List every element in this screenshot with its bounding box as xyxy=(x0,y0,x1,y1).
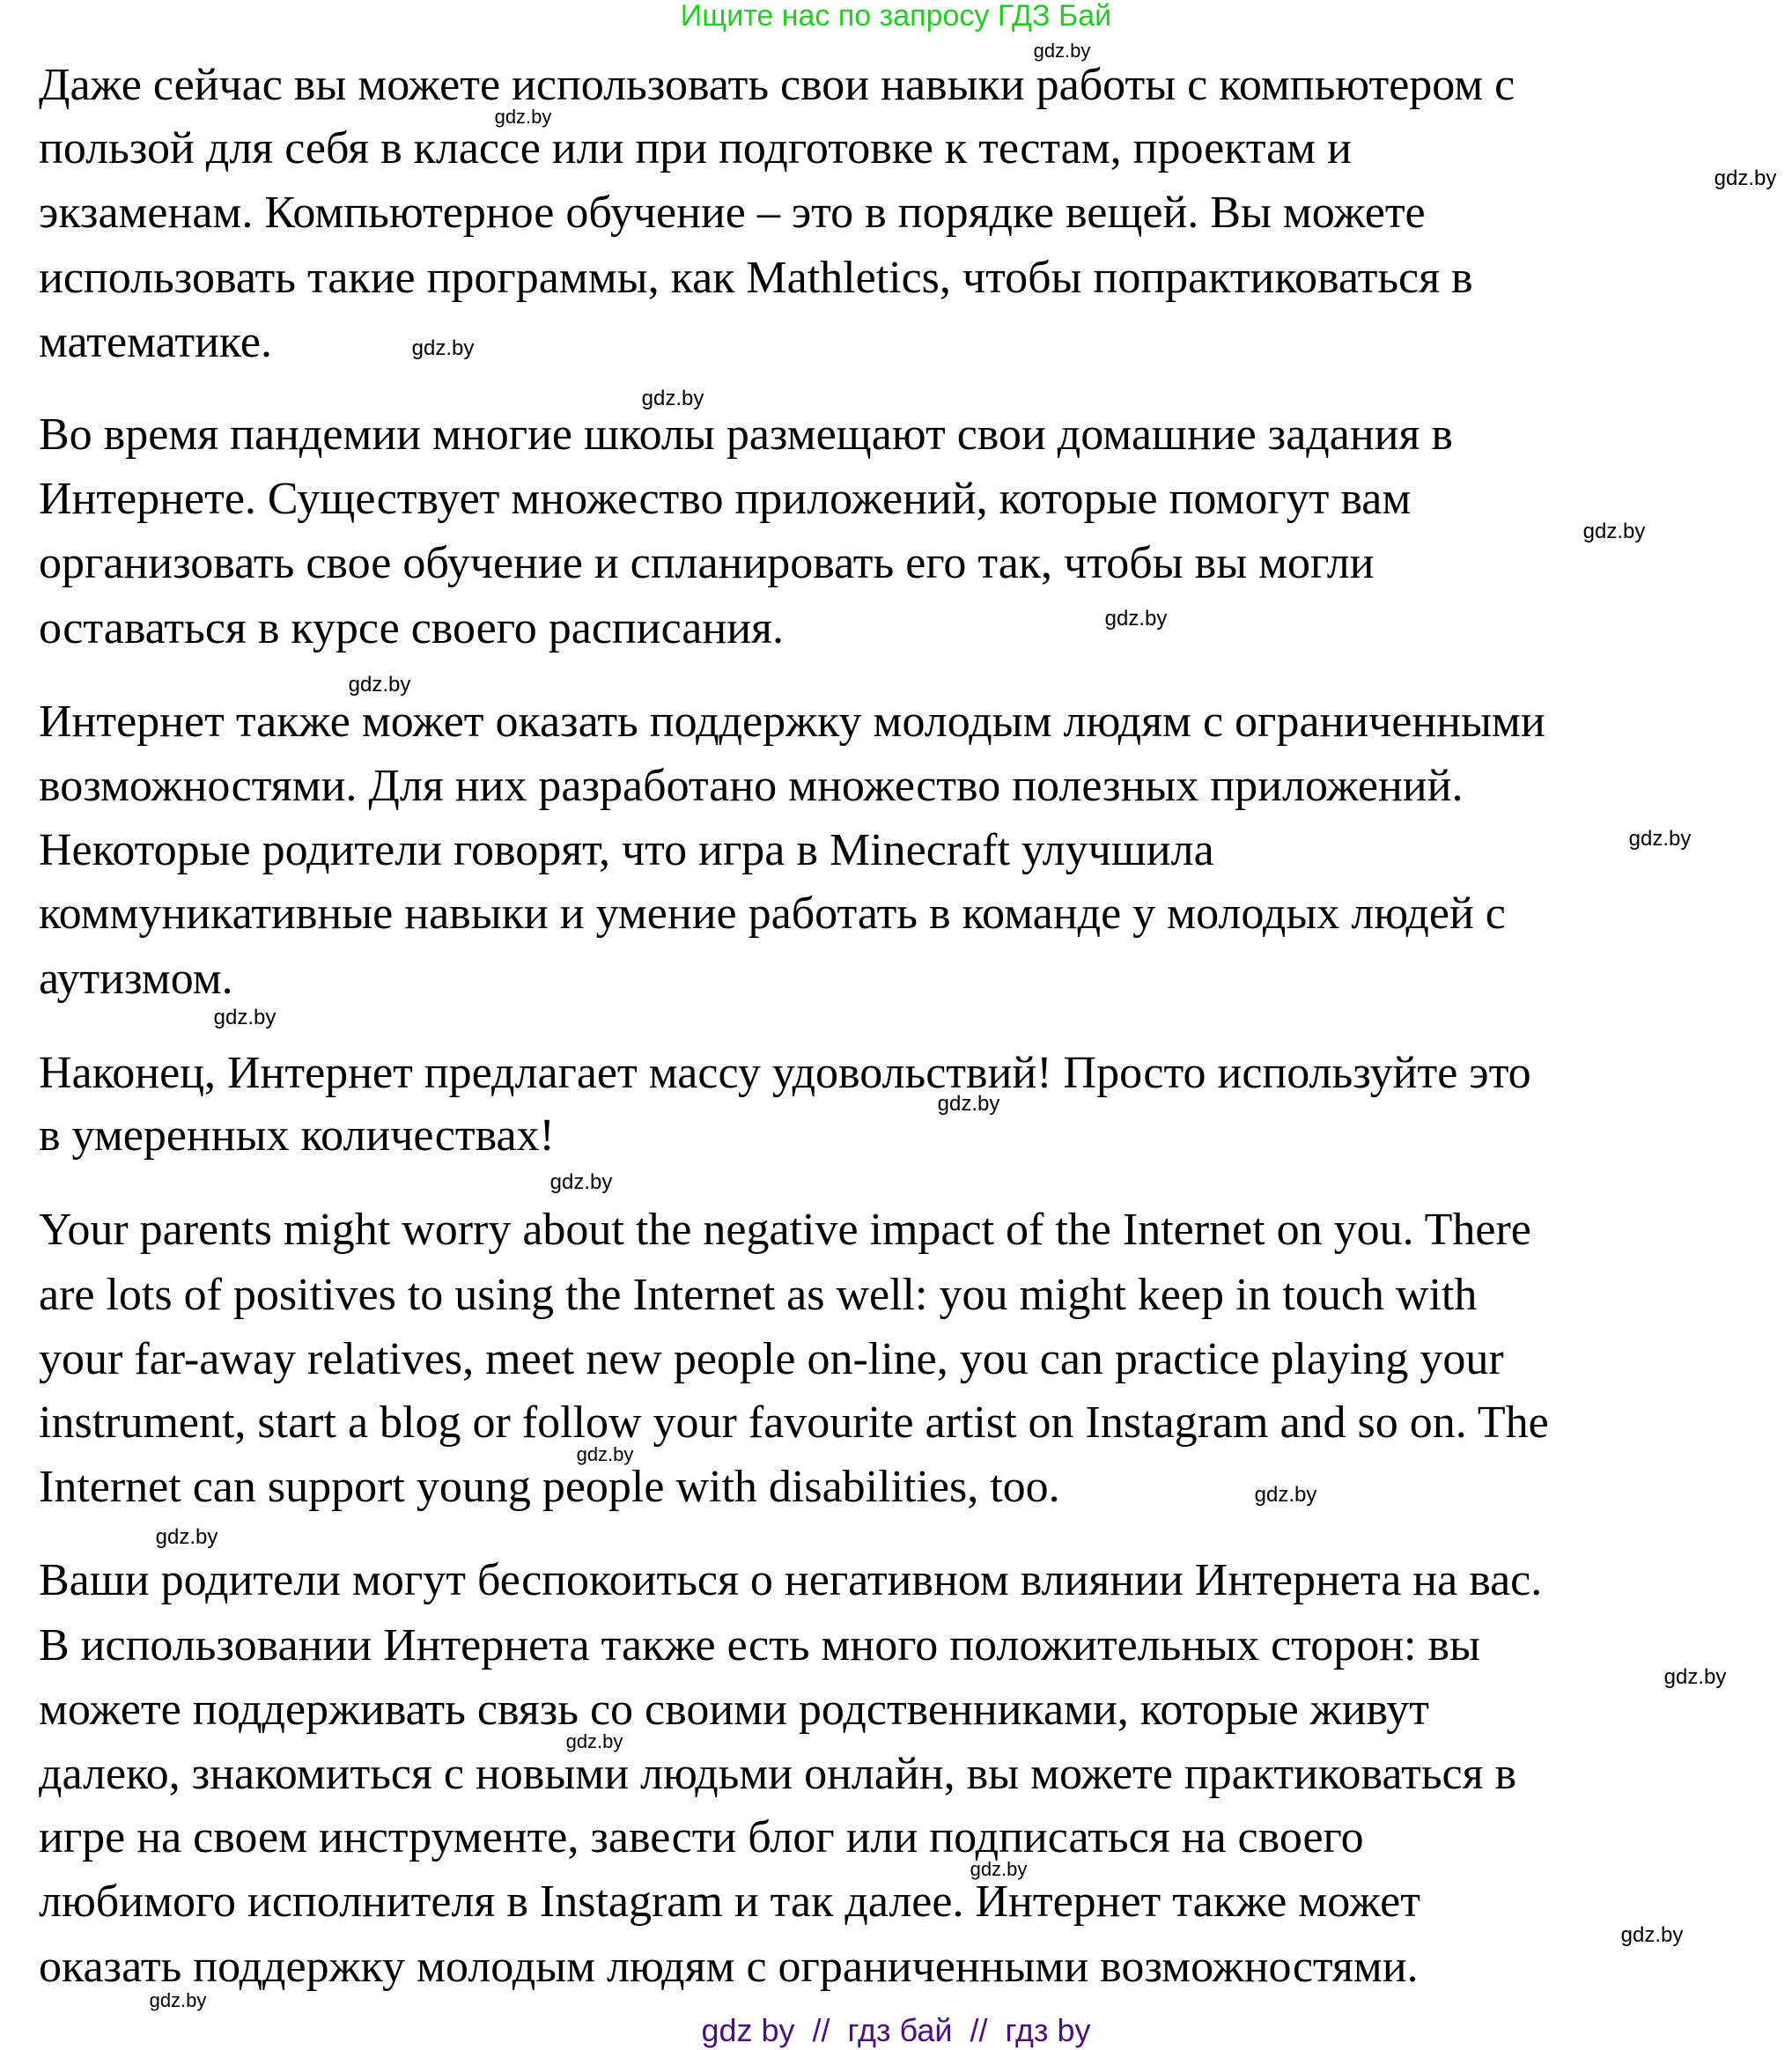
watermark-text: gdz.by xyxy=(213,1006,277,1029)
text-line: your far-away relatives, meet new people on-line, you can practice playing your xyxy=(39,1334,1504,1384)
watermark-text: gdz.by xyxy=(494,106,552,128)
watermark-text: gdz.by xyxy=(1663,1665,1727,1689)
text-line: в умеренных количествах! xyxy=(39,1110,555,1161)
text-line: пользой для себя в классе или при подготовке к тестам, проектам и xyxy=(39,123,1352,173)
watermark-text: gdz.by xyxy=(576,1443,634,1465)
watermark-text: gdz.by xyxy=(149,1989,207,2011)
watermark-text: gdz.by xyxy=(155,1525,218,1549)
text-line: организовать свое обучение и спланировать его так, чтобы вы могли xyxy=(39,538,1375,588)
text-line: Internet can support young people with disabilities, too. xyxy=(39,1462,1060,1512)
text-line: игре на своем инструменте, завести блог или подписаться на своего xyxy=(39,1812,1364,1862)
text-line: экзаменам. Компьютерное обучение – это в порядке вещей. Вы можете xyxy=(39,188,1426,238)
text-line: оставаться в курсе своего расписания. xyxy=(39,603,784,653)
watermark-text: gdz.by xyxy=(1620,1923,1684,1947)
watermark-text: gdz.by xyxy=(1582,520,1646,543)
text-line: аутизмом. xyxy=(39,954,233,1004)
watermark-text: gdz.by xyxy=(348,673,411,697)
text-line: Даже сейчас вы можете использовать свои навыки работы с компьютером с xyxy=(39,60,1515,110)
text-line: В использовании Интернета также есть много положительных сторон: вы xyxy=(39,1620,1480,1670)
watermark-text: gdz.by xyxy=(565,1730,623,1752)
text-line: Интернете. Существует множество приложений, которые помогут вам xyxy=(39,474,1412,524)
watermark-text: gdz.by xyxy=(1033,40,1091,62)
watermark-text: gdz.by xyxy=(549,1170,613,1194)
watermark-text: gdz.by xyxy=(937,1092,1000,1116)
watermark-text: gdz.by xyxy=(1628,827,1692,851)
search-hint-banner: Ищите нас по запросу ГДЗ Бай xyxy=(680,0,1112,33)
text-line: are lots of positives to using the Internet as well: you might keep in touch with xyxy=(39,1270,1478,1320)
text-line: Некоторые родители говорят, что игра в Minecraft улучшила xyxy=(39,825,1214,875)
text-line: любимого исполнителя в Instagram и так далее. Интернет также может xyxy=(39,1877,1420,1927)
text-line: коммуникативные навыки и умение работать в команде у молодых людей с xyxy=(39,889,1506,939)
text-line: Your parents might worry about the negative impact of the Internet on you. There xyxy=(39,1205,1531,1255)
text-line: математике. xyxy=(39,317,272,367)
text-line: можете поддерживать связь со своими родственниками, которые живут xyxy=(39,1685,1430,1735)
watermark-text: gdz.by xyxy=(970,1858,1028,1880)
text-line: оказать поддержку молодым людям с ограниченными возможностями. xyxy=(39,1942,1419,1992)
footer-watermark: gdz by // гдз бай // гдз by xyxy=(701,2012,1091,2048)
watermark-text: gdz.by xyxy=(1104,607,1168,630)
watermark-text: gdz.by xyxy=(641,387,704,410)
watermark-text: gdz.by xyxy=(1254,1483,1317,1507)
watermark-text: gdz.by xyxy=(1714,166,1777,190)
text-line: далеко, знакомиться с новыми людьми онлайн, вы можете практиковаться в xyxy=(39,1749,1517,1799)
watermark-text: gdz.by xyxy=(411,336,475,360)
text-line: Ваши родители могут беспокоиться о негативном влиянии Интернета на вас. xyxy=(39,1555,1543,1605)
text-line: возможностями. Для них разработано множество полезных приложений. xyxy=(39,761,1464,811)
text-line: Наконец, Интернет предлагает массу удовольствий! Просто используйте это xyxy=(39,1048,1531,1098)
text-line: использовать такие программы, как Mathletics, чтобы попрактиковаться в xyxy=(39,253,1473,303)
text-line: instrument, start a blog or follow your favourite artist on Instagram and so on. The xyxy=(39,1397,1549,1448)
text-line: Интернет также может оказать поддержку молодым людям с ограниченными xyxy=(39,697,1545,747)
text-line: Во время пандемии многие школы размещают свои домашние задания в xyxy=(39,409,1453,460)
